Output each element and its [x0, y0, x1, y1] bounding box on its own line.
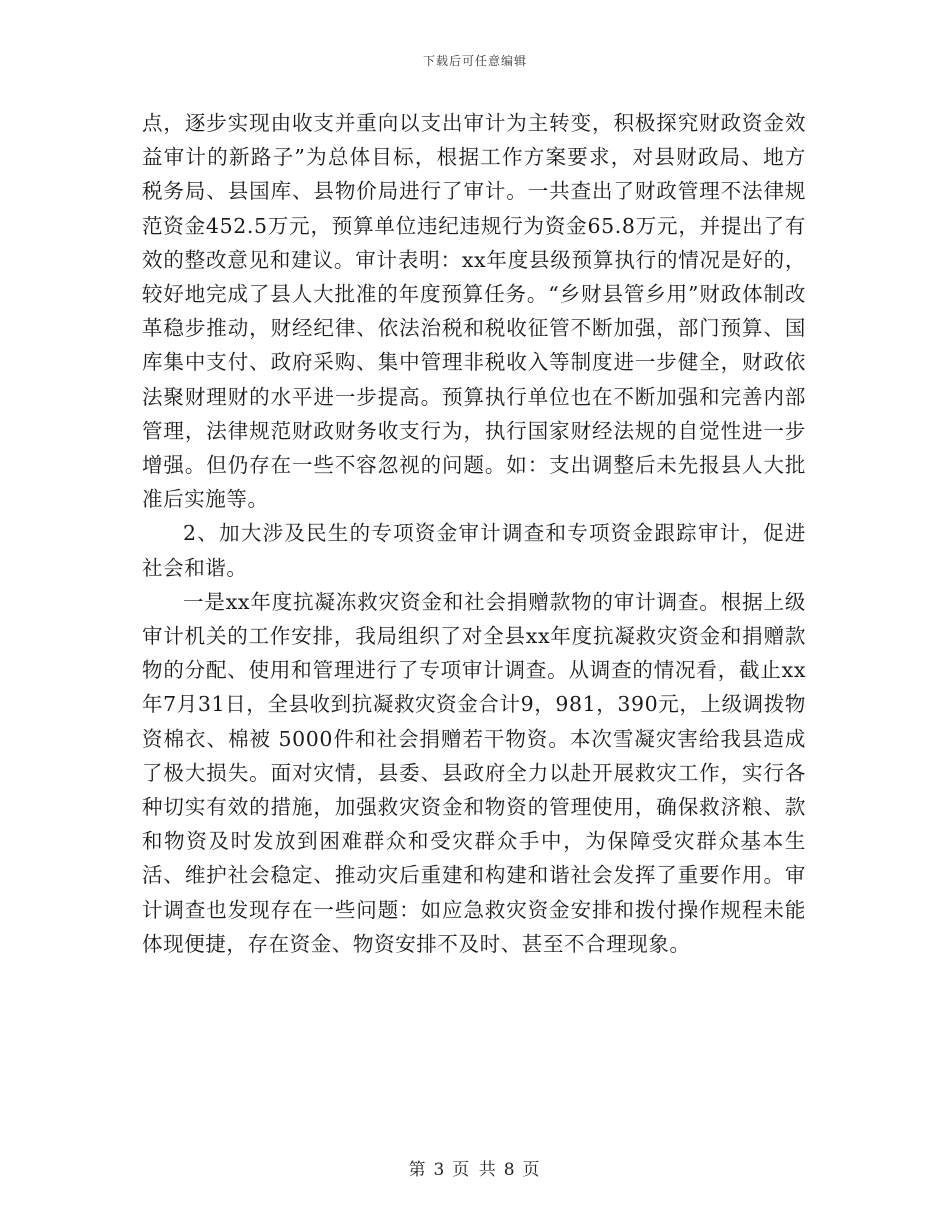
header-note: 下载后可任意编辑	[422, 54, 527, 68]
document-body	[142, 106, 806, 961]
page-footer	[0, 1155, 950, 1180]
page-mid-text: 页 共	[452, 1160, 498, 1180]
paragraph-section-2-heading: 2、加大涉及民生的专项资金审计调查和专项资金跟踪审计，促进社会和谐。	[142, 521, 806, 580]
page-current-number: 3	[433, 1160, 447, 1180]
paragraph-audit-summary: 点，逐步实现由收支并重向以支出审计为主转变，积极探究财政资金效益审计的新路子”为总体目标，根据工作方案要求，对县财政局、地方税务局、县国库、县物价局进行了审计。一共查出了财政管理不法律规范资金452.5万元，预算单位违纪违规行为资金65.8万元，并提出了有效的整改意见和建议。审计表明：xx年度县级预算执行的情况是好的，较好地完成了县人大批准的年度预算任务。“乡财县管乡用”财政体制改革稳步推动，财经纪律、依法治税和税收征管不断加强，部门预算、国库集中支付、政府采购、集中管理非税收入等制度进一步健全，财政依法聚财理财的水平进一步提高。预算执行单位也在不断加强和完善内部管理，法律规范财政财务收支行为，执行国家财经法规的自觉性进一步增强。但仍存在一些不容忽视的问题。如：支出调整后未先报县人大批准后实施等。	[142, 111, 806, 512]
page-prefix: 第	[408, 1160, 428, 1180]
paragraph-disaster-relief-audit: 一是xx年度抗凝冻救灾资金和社会捐赠款物的审计调查。根据上级审计机关的工作安排，我局组织了对全县xx年度抗凝救灾资金和捐赠款物的分配、使用和管理进行了专项审计调查。从调查的情况看，截止xx年7月31日，全县收到抗凝救灾资金合计9，981，390元，上级调拨物资棉衣、棉被 5000件和社会捐赠若干物资。本次雪凝灾害给我县造成了极大损失。面对灾情，县委、县政府全力以赴开展救灾工作，实行各种切实有效的措施，加强救灾资金和物资的管理使用，确保救济粮、款和物资及时发放到困难群众和受灾群众手中，为保障受灾群众基本生活、维护社会稳定、推动灾后重建和构建和谐社会发挥了重要作用。审计调查也发现存在一些问题：如应急救灾资金安排和拨付操作规程未能体现便捷，存在资金、物资安排不及时、甚至不合理现象。	[142, 589, 806, 956]
page-suffix: 页	[522, 1160, 542, 1180]
page-total-number: 8	[503, 1160, 517, 1180]
